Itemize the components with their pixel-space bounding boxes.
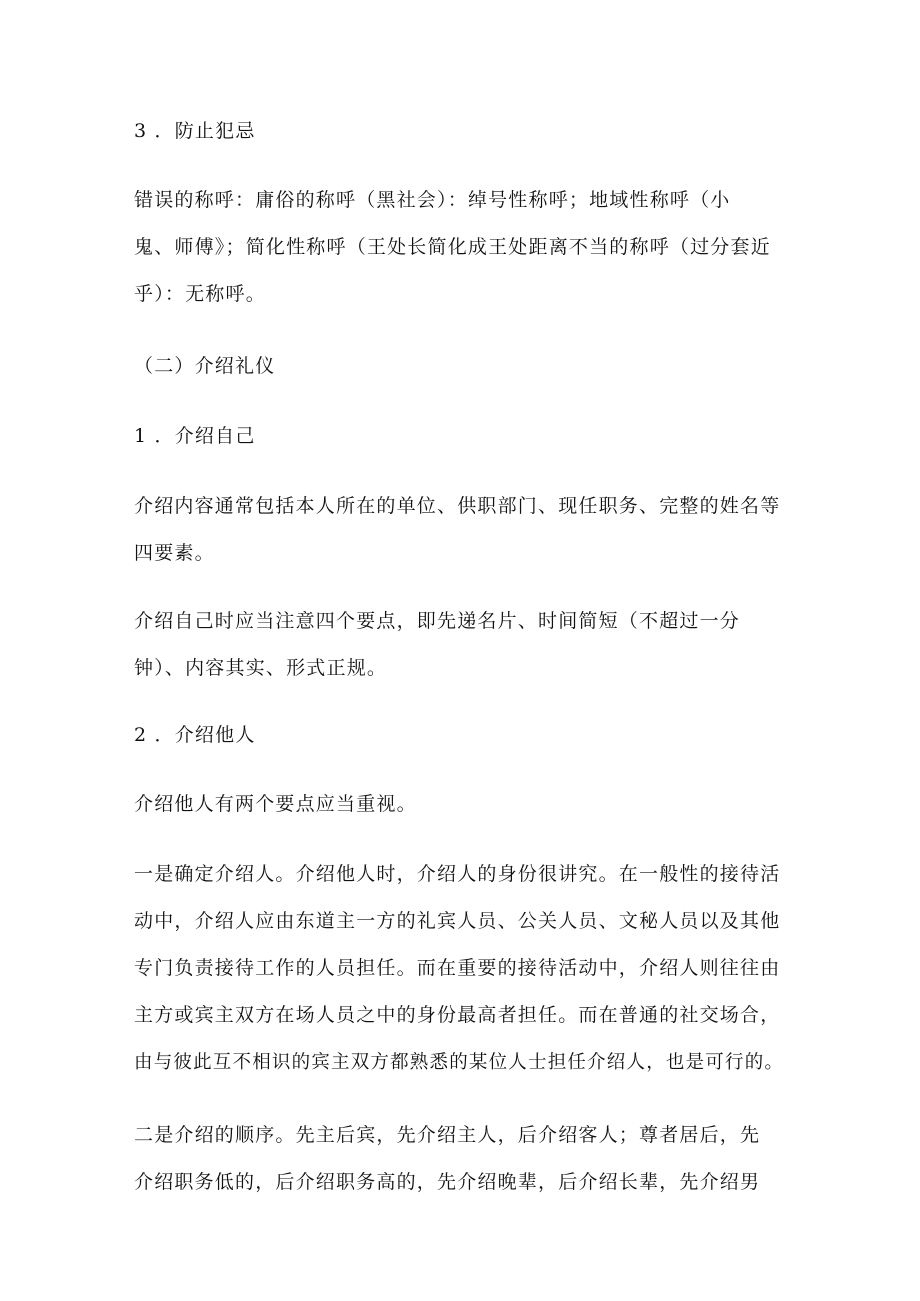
text-line: 介绍自己时应当注意四个要点，即先递名片、时间简短（不超过一分 [134, 610, 741, 632]
text-line: 主方或宾主双方在场人员之中的身份最高者担任。而在普通的社交场合， [134, 1004, 781, 1026]
text-line: 由与彼此互不相识的宾主双方都熟悉的某位人士担任介绍人，也是可行的。 [134, 1052, 785, 1073]
paragraph-self-content [134, 483, 784, 577]
text-line: 错误的称呼：庸俗的称呼（黑社会）：绰号性称呼；地域性称呼（小 [134, 189, 731, 211]
heading-text: 1 ．介绍自己 [134, 425, 256, 447]
heading-avoid-taboos [134, 108, 784, 155]
text-line: 介绍他人有两个要点应当重视。 [134, 793, 417, 815]
heading-introduce-others [134, 712, 784, 759]
paragraph-others-intro [134, 781, 784, 828]
paragraph-point-one [134, 851, 784, 1086]
paragraph-wrong-forms [134, 177, 784, 318]
text-line: 乎）：无称呼。 [134, 283, 266, 305]
text-line: 四要素。 [134, 542, 215, 564]
text-line: 钟）、内容其实、形式正规。 [134, 657, 388, 679]
text-line: 一是确定介绍人。介绍他人时，介绍人的身份很讲究。在一般性的接待活 [134, 863, 781, 885]
section-text: （二）介绍礼仪 [134, 355, 276, 377]
text-line: 二是介绍的顺序。先主后宾，先介绍主人，后介绍客人；尊者居后，先 [134, 1124, 761, 1146]
heading-text: 3 ．防止犯忌 [134, 120, 256, 142]
text-line: 鬼、师傅》；简化性称呼（王处长简化成王处距离不当的称呼（过分套近 [134, 236, 771, 258]
text-line: 动中，介绍人应由东道主一方的礼宾人员、公关人员、文秘人员以及其他 [134, 910, 781, 932]
heading-introduce-self [134, 413, 784, 460]
text-line: 专门负责接待工作的人员担任。而在重要的接待活动中，介绍人则往往由 [134, 957, 781, 979]
section-introduction-etiquette [134, 343, 784, 390]
text-line: 介绍内容通常包括本人所在的单位、供职部门、现任职务、完整的姓名等 [134, 495, 781, 517]
heading-text: 2 ．介绍他人 [134, 724, 256, 746]
paragraph-self-points [134, 598, 784, 692]
paragraph-point-two [134, 1112, 784, 1206]
text-line: 介绍职务低的，后介绍职务高的，先介绍晚辈，后介绍长辈，先介绍男 [134, 1171, 761, 1193]
